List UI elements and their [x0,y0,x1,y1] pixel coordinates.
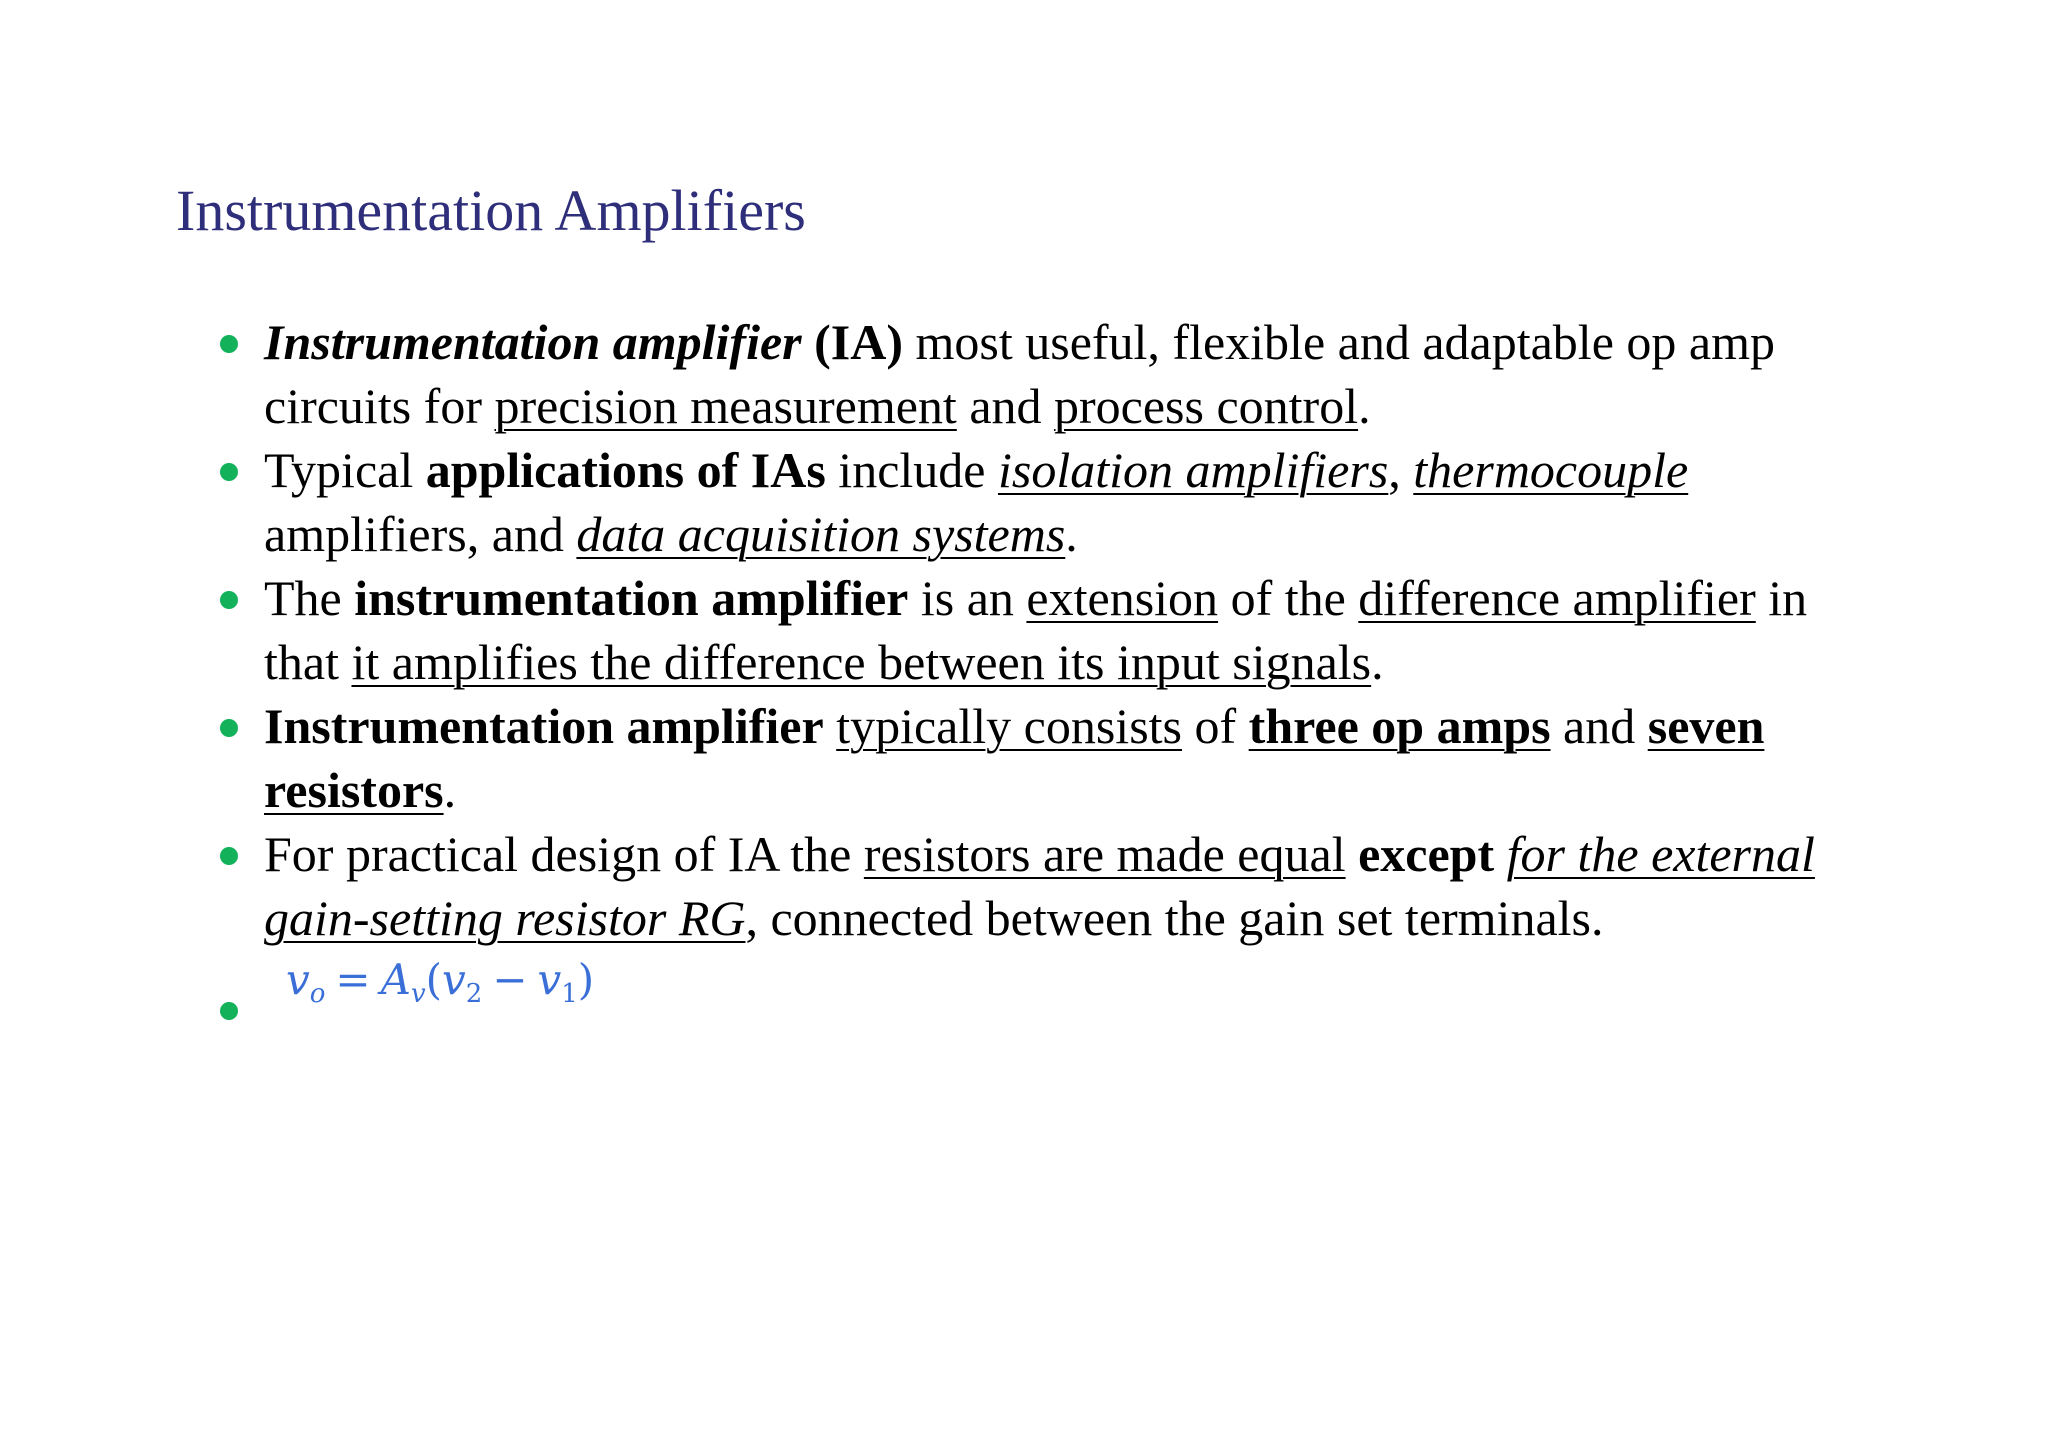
text-run: . [1065,506,1078,562]
text-run: applications of IAs [425,442,826,498]
text-run: is an [908,570,1027,626]
formula-open-paren: ( [425,955,443,1004]
formula-lhs-sub: o [309,979,326,1009]
output-voltage-formula [286,950,594,1024]
bullet-dot-icon [220,463,238,481]
bullet-dot-icon [220,1002,238,1020]
text-run: include [825,442,998,498]
formula-minus: − [492,955,528,1004]
text-run: typically consists [836,698,1183,754]
text-run: and [1550,698,1648,754]
text-run: three op amps [1248,698,1551,754]
formula-lhs: v [286,955,310,1004]
text-run [1346,826,1359,882]
text-run: Typical [264,442,426,498]
bullet-text [264,314,1775,434]
bullet-item [0,438,2048,566]
text-run: (IA) [814,314,903,370]
text-run: in that [264,570,1808,690]
formula-equals: = [335,955,371,1004]
formula-item [0,950,2048,1030]
text-run: . [1358,378,1371,434]
text-run: for the external gain-setting resistor RG [264,826,1815,946]
text-run: it amplifies the difference between its input signals [351,634,1372,690]
text-run: of the [1218,570,1359,626]
slide-title: Instrumentation Amplifiers [176,178,806,243]
text-run: instrumentation amplifier [354,570,909,626]
bullet-dot-icon [220,719,238,737]
text-run: data acquisition systems [576,506,1066,562]
text-run: and [956,378,1055,434]
text-run: Instrumentation amplifier [264,698,824,754]
formula-close-paren: ) [577,955,595,1004]
bullet-list [0,310,2048,1030]
text-run: . [443,762,457,818]
text-run: . [1371,634,1384,690]
bullet-dot-icon [220,335,238,353]
text-run: process control [1054,378,1359,434]
text-run [824,698,837,754]
text-run: except [1358,826,1495,882]
text-run: thermocouple [1413,442,1689,498]
text-run: , connected between the gain set terminals. [745,890,1604,946]
text-run: amplifiers, and [264,506,577,562]
text-run [1494,826,1507,882]
bullet-text [264,826,1815,946]
text-run: , [1388,442,1414,498]
bullet-text [264,570,1807,690]
bullet-item [0,822,2048,950]
bullet-dot-icon [220,591,238,609]
text-run [802,314,815,370]
text-run: The [264,570,355,626]
text-run: most useful, flexible and adaptable op amp circuits for [264,314,1775,434]
formula-v2-sub: 2 [465,979,483,1009]
formula-gain: A [380,955,411,1004]
formula-v1: v [537,955,562,1004]
bullet-dot-icon [220,847,238,865]
text-run: precision measurement [494,378,957,434]
text-run: of [1182,698,1249,754]
bullet-item [0,566,2048,694]
bullet-item [0,310,2048,438]
text-run: difference amplifier [1358,570,1756,626]
bullet-text [264,442,1688,562]
bullet-text [264,698,1764,818]
text-run: resistors are made equal [863,826,1346,882]
formula-v2: v [442,955,466,1004]
text-run: isolation amplifiers [997,442,1389,498]
text-run: seven resistors [264,698,1765,818]
formula-gain-sub: v [410,979,426,1009]
formula-v1-sub: 1 [561,979,578,1009]
text-run: Instrumentation amplifier [264,314,802,370]
text-run: extension [1026,570,1219,626]
text-run: For practical design of IA the [264,826,864,882]
bullet-item [0,694,2048,822]
